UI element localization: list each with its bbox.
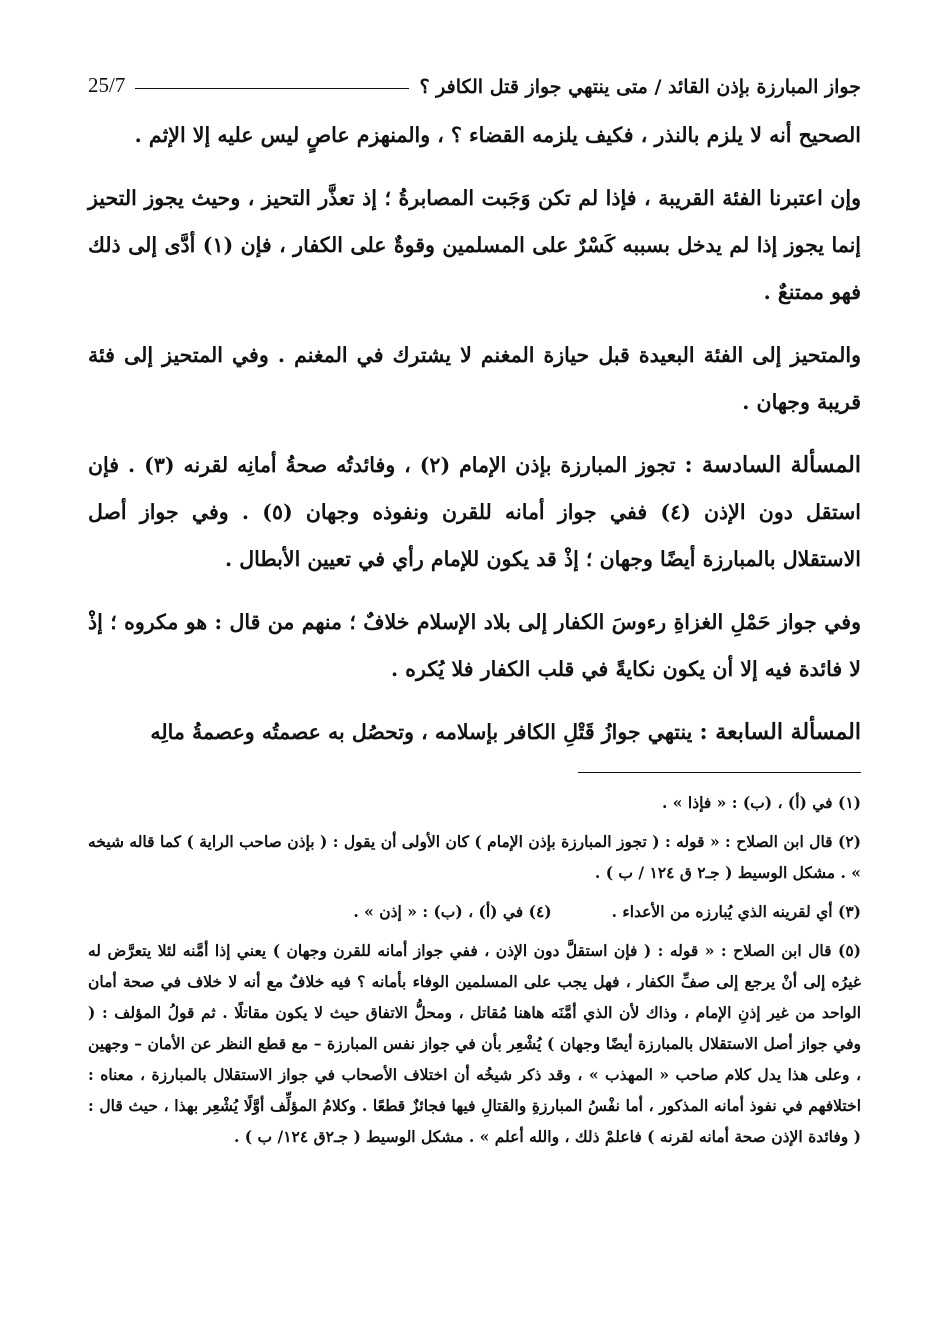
- footnote-5: (٥) قال ابن الصلاح : « قوله : ( فإن استقلَّ دون الإذن ، ففي جواز أمانه للقرن وجهان ) يعني إذا أمَّنه لئلا يتعرَّض له غيرُه إلى أنْ يرجع إلى صفِّ الكفار ، فهل يجب على المسلمين الوفاء بأمانه ؟ فيه خلافٌ مع أنه لا خلاف في صحة أمان الواحد من غير إذنِ الإمام ، وذاك لأن الذي أمَّنَه هاهنا مُقاتل ، ومحلُّ الاتفاق حيث لا يكون مقاتلًا . ثم قولُ المؤلف : ( وفي جواز أصل الاستقلال بالمبارزة أيضًا وجهان ) يُشْعِر بأن في جواز نفس المبارزة – مع قطع النظر عن الأمان – وجهين ، وعلى هذا يدل كلام صاحب « المهذب » ، وقد ذكر شيخُه أن اختلاف الأصحاب في جواز الاستقلال بالمبارزة ، معناه : اختلافهم في نفوذ أمانه المذكور ، أما نفْسُ المبارزةِ والقتالِ فيها فجائزٌ قطعًا . وكلامُ المؤلِّف أوَّلًا يُشْعِر بهذا ، حيث قال : ( وفائدة الإذن صحة أمانه لقرنه ) فاعلمْ ذلك ، والله أعلم » . مشكل الوسيط ( جـ٢ق ١٢٤/ ب ) .: [88, 941, 861, 1146]
- paragraph-text: وإن اعتبرنا الفئة القريبة ، فإذا لم تكن وَجَبت المصابرةُ ؛ إذ تعذَّر التحيز ، وحيث يجوز التحيز إنما يجوز إذا لم يدخل بسببه كَسْرٌ على المسلمين وقوةٌ على الكفار ، فإن (١) أدَّى إلى ذلك فهو ممتنعٌ .: [88, 186, 861, 304]
- page-number: 25/7: [88, 73, 126, 97]
- paragraph-text: تجوز المبارزة بإذن الإمام (٢) ، وفائدتُه صحةُ أمانِه لقرنه (٣) . فإن استقل دون الإذن (٤) ففي جواز أمانه للقرن ونفوذه وجهان (٥) . وفي جواز أصل الاستقلال بالمبارزة أيضًا وجهان ؛ إذْ قد يكون للإمام رأي في تعيين الأبطال .: [88, 453, 862, 571]
- footnote-pair: [88, 896, 861, 927]
- footnote-2: (٢) قال ابن الصلاح : « قوله : ( تجوز المبارزة بإذن الإمام ) كان الأولى أن يقول : ( بإذن صاحب الراية ) كما قاله شيخه » . مشكل الوسيط ( جـ٢ ق ١٢٤ / ب ) .: [88, 832, 861, 882]
- header-title: جواز المبارزة بإذن القائد / متى ينتهي جواز قتل الكافر ؟: [419, 76, 861, 98]
- paragraph-text: الصحيح أنه لا يلزم بالنذر ، فكيف يلزمه القضاء ؟ ، والمنهزم عاصٍ ليس عليه إلا الإثم .: [134, 123, 861, 147]
- paragraph-4: [88, 442, 861, 583]
- paragraph-2: [88, 175, 861, 316]
- footnote-4: (٤) في (أ) ، (ب) : « إذن » .: [353, 902, 552, 921]
- footnote-3: (٣) أي لقرينه الذي يُبارزه من الأعداء .: [611, 902, 861, 921]
- paragraph-text: ينتهي جوازُ قَتْلِ الكافر بإسلامه ، وتحصُل به عصمتُه وعصمةُ مالِه: [150, 720, 700, 744]
- paragraph-text: وفي جواز حَمْلِ الغزاةِ رءوسَ الكفار إلى بلاد الإسلام خلافٌ ؛ منهم من قال : هو مكروه ؛ إذْ لا فائدة فيه إلا أن يكون نكايةً في قلب الكفار فلا يُكره .: [88, 610, 861, 681]
- section-heading-sixth: المسألة السادسة :: [684, 452, 861, 478]
- paragraph-1: [88, 112, 861, 159]
- running-header: [88, 58, 861, 98]
- paragraph-6: [88, 709, 861, 756]
- header-rule: [135, 88, 409, 89]
- footnotes: [88, 787, 861, 1152]
- paragraph-5: [88, 599, 861, 693]
- main-text: [88, 112, 861, 756]
- footnote-separator: [578, 772, 861, 773]
- section-heading-seventh: المسألة السابعة :: [699, 719, 861, 745]
- paragraph-text: والمتحيز إلى الفئة البعيدة قبل حيازة المغنم لا يشترك في المغنم . وفي المتحيز إلى فئة قريبة وجهان .: [88, 343, 862, 414]
- footnote-1: (١) في (أ) ، (ب) : « فإذا » .: [662, 793, 861, 812]
- paragraph-3: [88, 332, 861, 426]
